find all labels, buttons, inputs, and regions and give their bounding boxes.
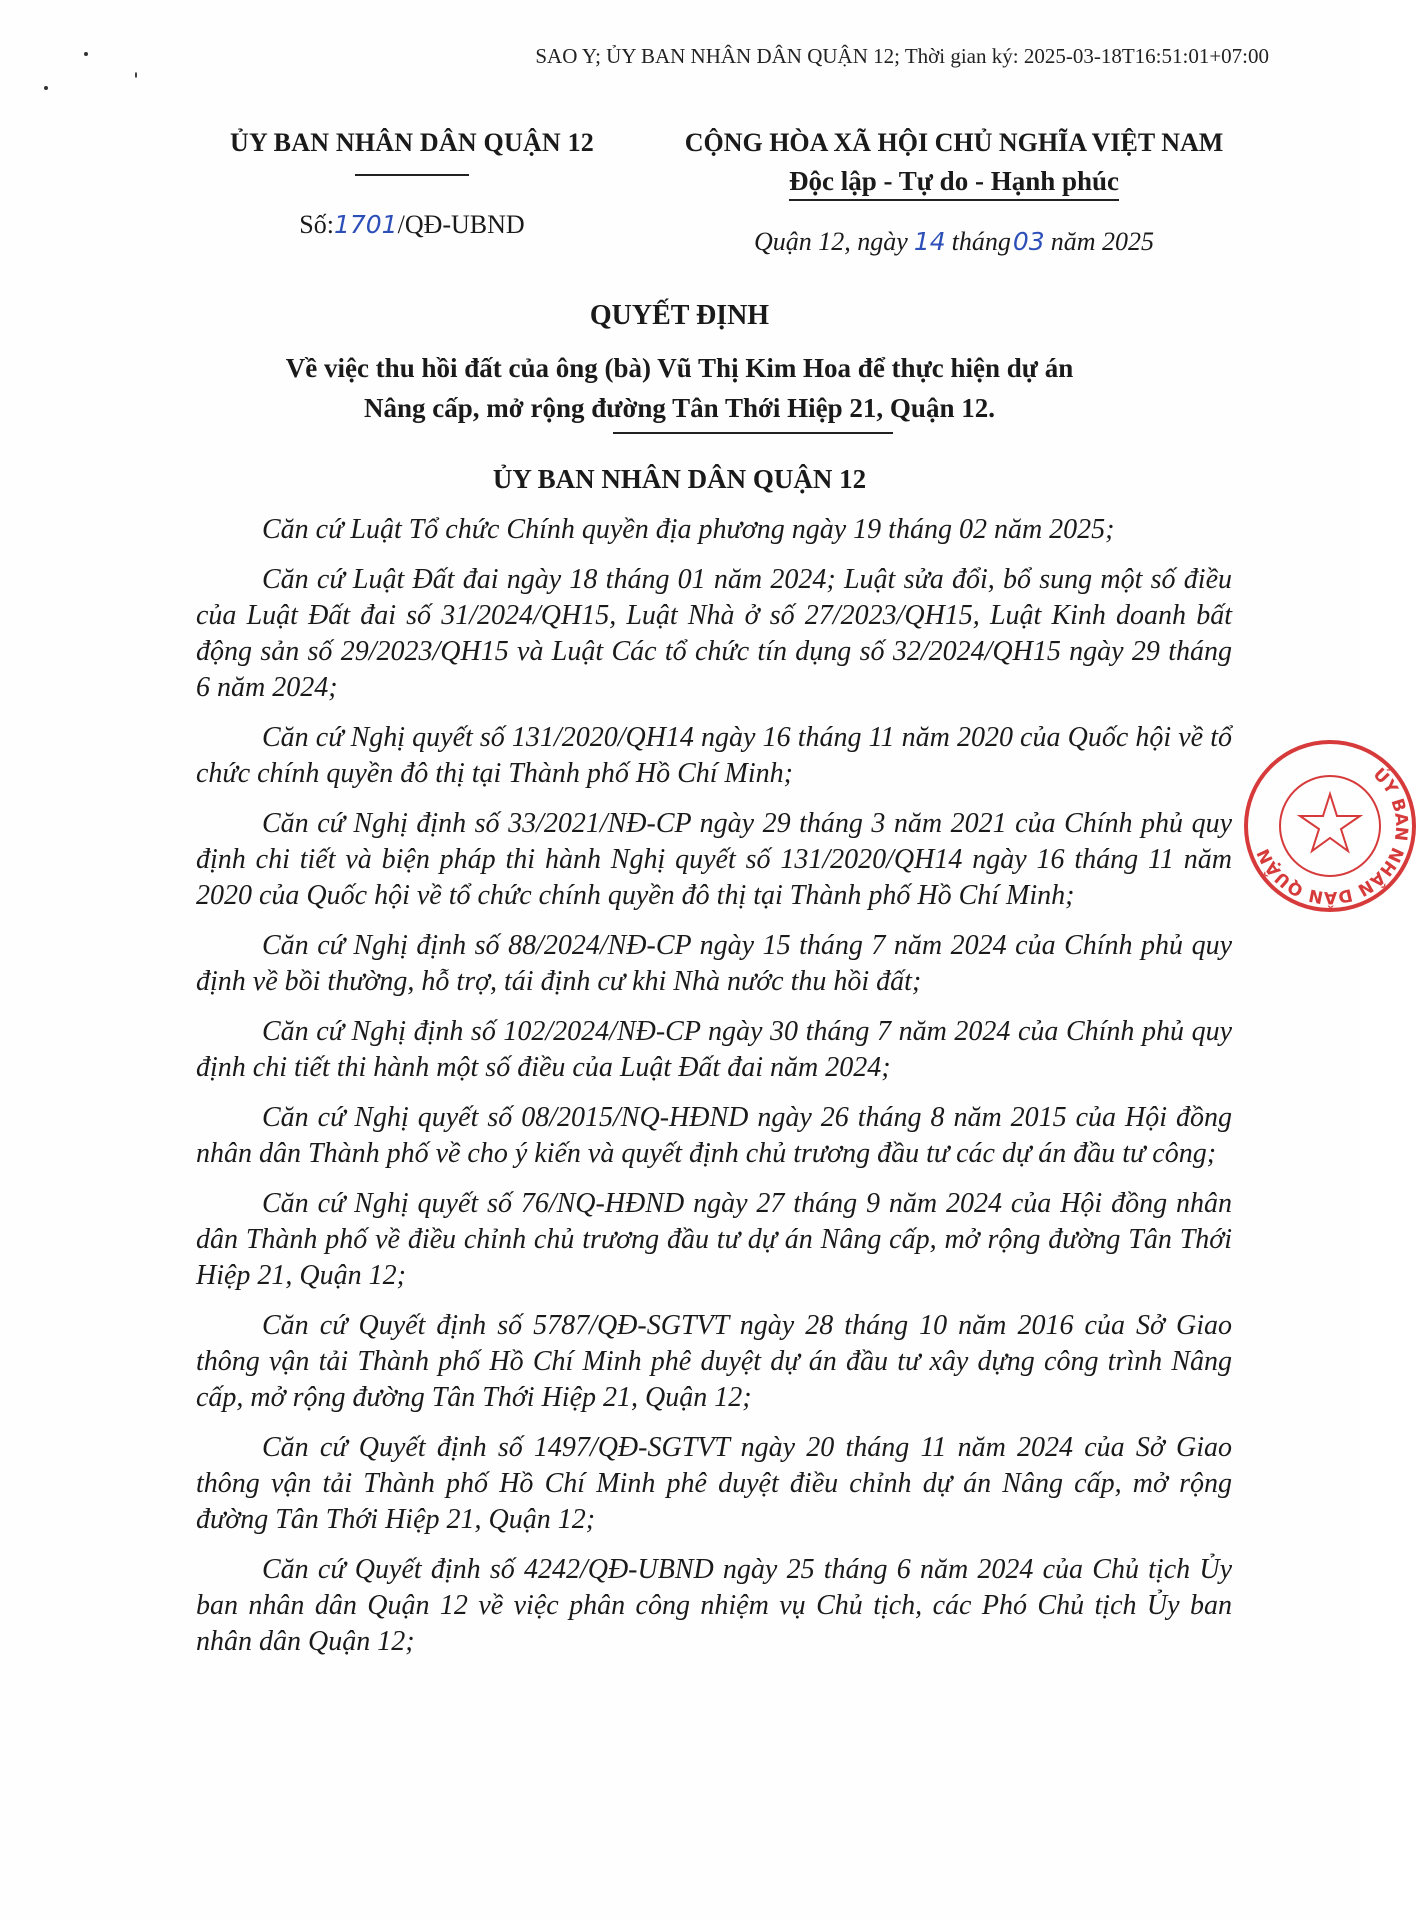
- number-handwritten: 1701: [333, 210, 398, 239]
- red-seal-stamp: [1240, 736, 1420, 916]
- nation-title: CỘNG HÒA XÃ HỘI CHỦ NGHĨA VIỆT NAM: [684, 128, 1224, 157]
- legal-basis-paragraph: Căn cứ Nghị định số 88/2024/NĐ-CP ngày 15 tháng 7 năm 2024 của Chính phủ quy định về bồi thường, hỗ trợ, tái định cư khi Nhà nước thu hồi đất;: [196, 930, 1232, 997]
- year-text: năm 2025: [1050, 227, 1154, 256]
- subject-line-1: Về việc thu hồi đất của ông (bà) Vũ Thị Kim Hoa để thực hiện dự án: [285, 353, 1074, 383]
- legal-basis-paragraph: Căn cứ Nghị quyết số 76/NQ-HĐND ngày 27 tháng 9 năm 2024 của Hội đồng nhân dân Thành phố về điều chỉnh chủ trương đầu tư dự án Nâng cấp, mở rộng đường Tân Thới Hiệp 21, Quận 12;: [196, 1188, 1232, 1291]
- issuer-underline: [355, 174, 469, 176]
- title-block: [0, 300, 1359, 495]
- legal-basis-paragraph: Căn cứ Nghị quyết số 131/2020/QH14 ngày 16 tháng 11 năm 2020 của Quốc hội về tổ chức chính quyền đô thị tại Thành phố Hồ Chí Minh;: [196, 722, 1232, 789]
- legal-basis-paragraph: Căn cứ Nghị quyết số 08/2015/NQ-HĐND ngày 26 tháng 8 năm 2015 của Hội đồng nhân dân Thành phố về cho ý kiến và quyết định chủ trương đầu tư các dự án đầu tư công;: [196, 1102, 1232, 1169]
- number-suffix: /QĐ-UBND: [397, 210, 525, 239]
- legal-basis-paragraph: Căn cứ Nghị định số 102/2024/NĐ-CP ngày 30 tháng 7 năm 2024 của Chính phủ quy định chi tiết thi hành một số điều của Luật Đất đai năm 2024;: [196, 1016, 1232, 1083]
- legal-basis-paragraph: Căn cứ Nghị định số 33/2021/NĐ-CP ngày 29 tháng 3 năm 2021 của Chính phủ quy định chi tiết và biện pháp thi hành Nghị quyết số 131/2020/QH14 ngày 16 tháng 11 năm 2020 của Quốc hội về tổ chức chính quyền đô thị tại Thành phố Hồ Chí Minh;: [196, 808, 1232, 911]
- issuer-block: [202, 128, 622, 240]
- legal-basis-paragraph: Căn cứ Quyết định số 5787/QĐ-SGTVT ngày 28 tháng 10 năm 2016 của Sở Giao thông vận tải Thành phố Hồ Chí Minh phê duyệt dự án đầu tư xây dựng công trình Nâng cấp, mở rộng đường Tân Thới Hiệp 21, Quận 12;: [196, 1310, 1232, 1413]
- legal-basis-paragraph: Căn cứ Quyết định số 1497/QĐ-SGTVT ngày 20 tháng 11 năm 2024 của Sở Giao thông vận tải Thành phố Hồ Chí Minh phê duyệt điều chỉnh dự án Nâng cấp, mở rộng đường Tân Thới Hiệp 21, Quận 12;: [196, 1432, 1232, 1535]
- national-motto: Độc lập - Tự do - Hạnh phúc: [789, 166, 1119, 201]
- issuer-name: ỦY BAN NHÂN DÂN QUẬN 12: [229, 128, 595, 157]
- legal-bases: [196, 512, 1232, 1674]
- national-block: [636, 128, 1272, 257]
- place-prefix: Quận 12, ngày: [754, 227, 908, 256]
- seal-text: ỦY BAN NHÂN DÂN QUẬN: [1253, 764, 1412, 908]
- document-number: [202, 210, 622, 240]
- legal-basis-paragraph: Căn cứ Quyết định số 4242/QĐ-UBND ngày 25 tháng 6 năm 2024 của Chủ tịch Ủy ban nhân dân Quận 12 về việc phân công nhiệm vụ Chủ tịch, các Phó Chủ tịch Ủy ban nhân dân Quận 12;: [196, 1554, 1232, 1657]
- subject-underline: [613, 432, 893, 434]
- document-subject: [0, 348, 1359, 428]
- legal-basis-paragraph: Căn cứ Luật Đất đai ngày 18 tháng 01 năm 2024; Luật sửa đổi, bổ sung một số điều của Luật Đất đai số 31/2024/QH15, Luật Nhà ở số 27/2023/QH15, Luật Kinh doanh bất động sản số 29/2023/QH15 và Luật Các tổ chức tín dụng số 32/2024/QH15 ngày 29 tháng 6 năm 2024;: [196, 564, 1232, 703]
- digital-copy-stamp: SAO Y; ỦY BAN NHÂN DÂN QUẬN 12; Thời gian ký: 2025-03-18T16:51:01+07:00: [535, 44, 1269, 68]
- legal-basis-paragraph: Căn cứ Luật Tổ chức Chính quyền địa phương ngày 19 tháng 02 năm 2025;: [262, 514, 1115, 545]
- subject-line-2: Nâng cấp, mở rộng đường Tân Thới Hiệp 21, Quận 12.: [364, 393, 995, 423]
- issuing-authority: ỦY BAN NHÂN DÂN QUẬN 12: [492, 464, 867, 494]
- number-prefix: Số:: [299, 210, 334, 239]
- month-handwritten: 03: [1012, 227, 1045, 256]
- day-handwritten: 14: [913, 227, 946, 256]
- place-and-date: [636, 227, 1272, 257]
- document-type: QUYẾT ĐỊNH: [589, 300, 770, 331]
- month-word: tháng: [951, 227, 1011, 256]
